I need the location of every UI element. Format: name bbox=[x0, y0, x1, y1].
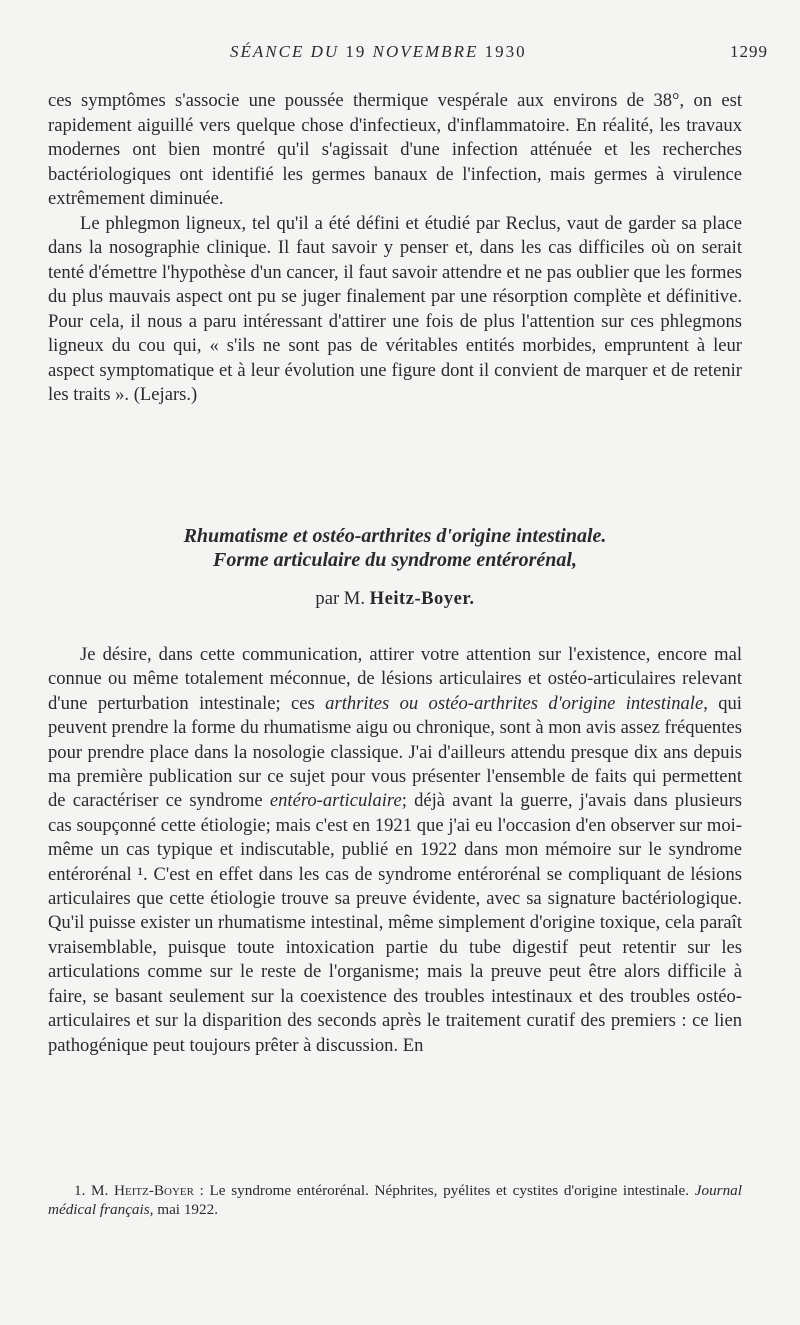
footnote: 1. M. Heitz-Boyer : Le syndrome entérorénal. Néphrites, pyélites et cystites d'origine intestinale. Journal médical français, mai 1922. bbox=[48, 1182, 742, 1218]
article-body bbox=[48, 643, 742, 1058]
preceding-article-text bbox=[48, 89, 742, 408]
byline-author: Heitz-Boyer. bbox=[369, 588, 475, 609]
page-number: 1299 bbox=[730, 42, 768, 61]
paragraph: ces symptômes s'associe une poussée thermique vespérale aux environs de 38°, on est rapidement aiguillé vers quelque chose d'infectieux, d'inflammatoire. En réalité, les travaux modernes ont bien montré qu'il s'agissait d'une infection atténuée et les recherches bactériologiques ont identifié les germes banaux de l'infection, mais germes à virulence extrêmement diminuée. bbox=[48, 90, 742, 209]
paragraph: Je désire, dans cette communication, attirer votre attention sur l'existence, encore mal connue ou même totalement méconnue, de lésions articulaires et ostéo-articulaires relevant d'une perturbation intestinale; ces arthrites ou ostéo-arthrites d'origine intestinale, qui peuvent prendre la forme du rhumatisme aigu ou chronique, sont à mon avis assez fréquentes pour prendre place dans la nosologie classique. J'ai d'ailleurs attendu presque dix ans depuis ma première publication sur ce sujet pour vous présenter l'ensemble de faits qui permettent de caractériser ce syndrome entéro-articulaire; déjà avant la guerre, j'avais dans plusieurs cas soupçonné cette étiologie; mais c'est en 1921 que j'ai eu l'occasion d'en observer sur moi-même un cas typique et indiscutable, publié en 1922 dans mon mémoire sur le syndrome entérorénal ¹. C'est en effet dans les cas de syndrome entérorénal se compliquant de lésions articulaires que cette étiologie trouve sa preuve évidente, avec sa signature bactériologique. Qu'il puisse exister un rhumatisme intestinal, même simplement d'origine toxique, cela paraît vraisemblable, puisque toute intoxication partie du tube digestif peut retentir sur les articulations comme sur le reste de l'organisme; mais la preuve peut être alors difficile à faire, se basant seulement sur la coexistence des troubles intestinaux et des troubles ostéo-articulaires et sur la disparition des seconds après le traitement curatif des premiers : ce lien pathogénique peut toujours prêter à discussion. En bbox=[48, 644, 743, 1056]
article-title-line-2: Forme articulaire du syndrome entérorénal, bbox=[213, 549, 577, 571]
paragraph: Le phlegmon ligneux, tel qu'il a été défini et étudié par Reclus, vaut de garder sa place dans la nosographie clinique. Il faut savoir y penser et, dans les cas difficiles où on serait tenté d'émettre l'hypothèse d'un cancer, il faut savoir attendre et ne pas oublier que les formes du plus mauvais aspect ont pu se juger finalement par une résorption complète et définitive. Pour cela, il nous a paru intéressant d'attirer une fois de plus l'attention sur ces phlegmons ligneux du cou qui, « s'ils ne sont pas de véritables entités morbides, empruntent à leur aspect symptomatique et à leur évolution une figure dont il convient de marquer et de retenir les traits ». (Lejars.) bbox=[48, 212, 742, 405]
article-title-line-1: Rhumatisme et ostéo-arthrites d'origine intestinale. bbox=[183, 525, 607, 547]
running-head-title: SÉANCE DU 19 NOVEMBRE 1930 bbox=[230, 42, 527, 61]
running-head bbox=[0, 42, 800, 66]
byline bbox=[48, 588, 742, 610]
footnote-journal: Journal médical français bbox=[48, 1182, 742, 1218]
byline-prefix: par M. bbox=[315, 588, 365, 609]
footnote-author: Heitz-Boyer bbox=[114, 1182, 194, 1199]
